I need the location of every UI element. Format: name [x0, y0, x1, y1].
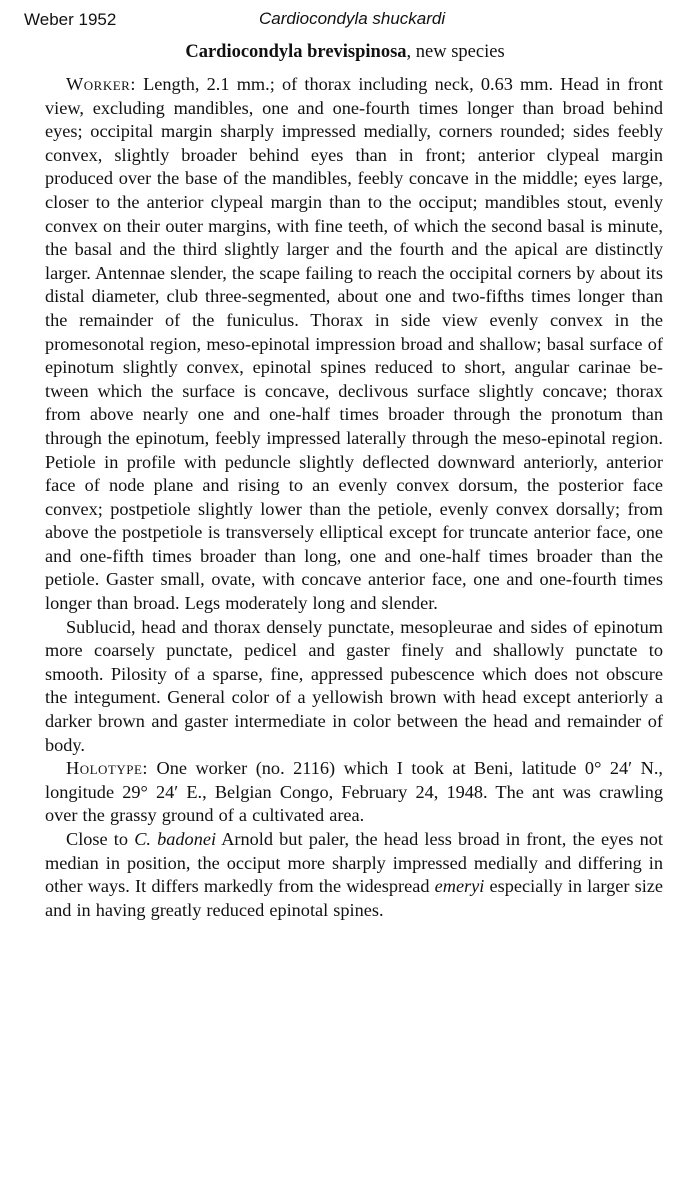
- comparison-text-1: Close to: [66, 829, 135, 849]
- species-heading-suffix: , new species: [406, 42, 505, 62]
- comparison-species-2: emeryi: [434, 876, 485, 897]
- comparison-text-2: Arnold but paler, the head less broad in front, the eyes not median in position, the occiput more sharply impressed medially and differing in other ways. It differs markedly from the widespread: [45, 829, 663, 897]
- running-header-author: Weber 1952: [24, 10, 117, 29]
- comparison-species-1: C. badonei: [134, 829, 217, 849]
- comparison-text-3: especially in larger size and in having greatly reduced epinotal spines.: [45, 876, 664, 920]
- worker-paragraph: [45, 73, 663, 616]
- species-heading: [0, 42, 690, 63]
- sculpture-paragraph: [45, 616, 663, 758]
- sculpture-text: Sublucid, head and thorax densely punctate, mesopleurae and sides of epinotum more coarsely punctate, pedicel and gaster finely and shallowly punctate to smooth. Pilosity of a sparse, fine, appressed pubescence which does not obscure the integument. General color of a yellowish brown with head except anteriorly a darker brown and gaster intermediate in color between the head and remainder of body.: [45, 616, 663, 755]
- running-header-title: Cardiocondyla shuckardi: [259, 9, 446, 28]
- description-body: [45, 73, 663, 922]
- species-name: Cardiocondyla brevispinosa: [185, 42, 407, 62]
- comparison-paragraph: [45, 828, 663, 922]
- worker-text: Length, 2.1 mm.; of thorax including neck, 0.63 mm. Head in front view, excluding mandibles, one and one-fourth times longer than broad behind eyes; occipital margin sharply impressed medially, corners rounded; sides feebly convex, slightly broader behind eyes than in front; anterior clypeal margin produced over the base of the mandibles, feebly concave in the middle; eyes large, closer to the anterior clypeal margin than to the occiput; mandibles stout, evenly convex on their outer margins, with fine teeth, of which the second basal is minute, the basal and the third slightly larger and the fourth and the apical are distinctly larger. Antennae slender, the scape failing to reach the occipital corners by about its distal diameter, club three-segmented, about one and two-fifths times longer than the remainder of the funiculus. Thorax in side view evenly convex in the promesonotal region, meso-epinotal impression broad and shallow; basal surface of epinotum slightly convex, epinotal spines reduced to short, angular carinae between which the surface is concave, declivous surface slightly concave; thorax from above nearly one and one-half times broader through the pronotum than through the epinotum, feebly impressed laterally through the meso-epinotal region. Petiole in profile with peduncle slightly deflected downward anteriorly, anterior face of node plane and rising to an evenly convex dorsum, the posterior face convex; postpetiole slightly lower than the petiole, evenly convex dorsally; from above the postpetiole is transversely elliptical except for truncate anterior face, one and one-fifth times broader than long, one and one-half times broader than the petiole. Gaster small, ovate, with concave anterior face, one and one-fourth times longer than broad. Legs moderately long and slender.: [45, 74, 663, 614]
- worker-label: Worker:: [66, 74, 136, 94]
- holotype-paragraph: [45, 757, 663, 828]
- holotype-text: One worker (no. 2116) which I took at Beni, latitude 0° 24′ N., longitude 29° 24′ E., Belgian Congo, February 24, 1948. The ant was crawling over the grassy ground of a cultivated area.: [45, 758, 663, 826]
- holotype-label: Holotype:: [66, 758, 148, 779]
